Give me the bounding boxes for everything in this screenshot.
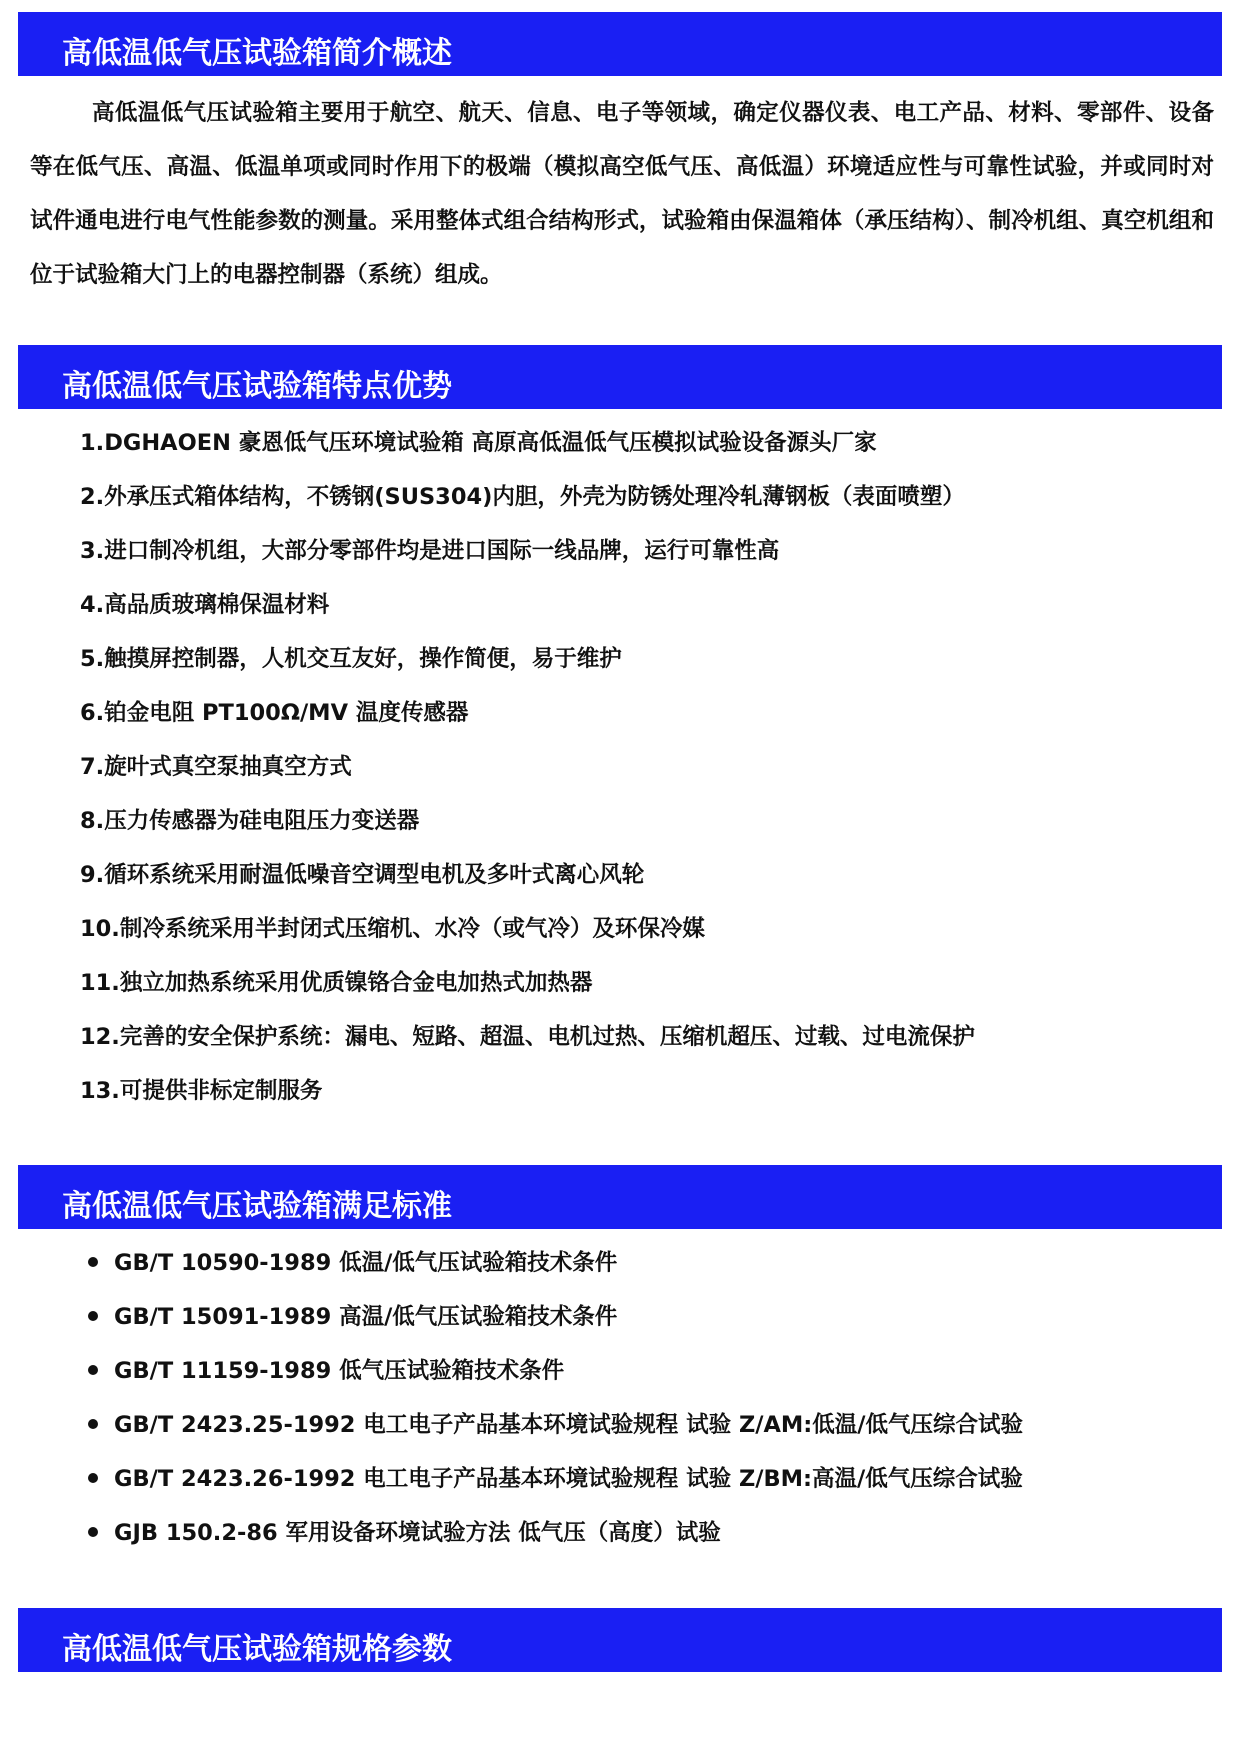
feature-item: 1.DGHAOEN 豪恩低气压环境试验箱 高原高低温低气压模拟试验设备源头厂家 <box>80 430 877 456</box>
standard-text: GB/T 15091-1989 高温/低气压试验箱技术条件 <box>114 1304 618 1330</box>
standard-text: GB/T 2423.26-1992 电工电子产品基本环境试验规程 试验 Z/BM:高温/低气压综合试验 <box>114 1466 1023 1492</box>
standard-item <box>88 1290 1023 1344</box>
standard-text: GB/T 11159-1989 低气压试验箱技术条件 <box>114 1358 565 1384</box>
feature-item: 8.压力传感器为硅电阻压力变送器 <box>80 808 420 834</box>
section-header-specs <box>18 1608 1222 1672</box>
feature-item: 12.完善的安全保护系统：漏电、短路、超温、电机过热、压缩机超压、过载、过电流保护 <box>80 1024 975 1050</box>
section-header-intro <box>18 12 1222 76</box>
bullet-icon <box>88 1365 98 1375</box>
section-title-intro: 高低温低气压试验箱简介概述 <box>62 36 452 71</box>
bullet-icon <box>88 1311 98 1321</box>
standards-list <box>88 1236 1023 1560</box>
section-title-specs: 高低温低气压试验箱规格参数 <box>62 1632 452 1667</box>
standard-text: GB/T 10590-1989 低温/低气压试验箱技术条件 <box>114 1250 618 1276</box>
standard-text: GB/T 2423.25-1992 电工电子产品基本环境试验规程 试验 Z/AM:低温/低气压综合试验 <box>114 1412 1024 1438</box>
section-header-standards <box>18 1165 1222 1229</box>
section-title-standards: 高低温低气压试验箱满足标准 <box>62 1189 452 1224</box>
feature-item: 3.进口制冷机组，大部分零部件均是进口国际一线品牌，运行可靠性高 <box>80 538 780 564</box>
bullet-icon <box>88 1527 98 1537</box>
bullet-icon <box>88 1419 98 1429</box>
feature-item: 13.可提供非标定制服务 <box>80 1078 323 1104</box>
standard-text: GJB 150.2-86 军用设备环境试验方法 低气压（高度）试验 <box>114 1520 721 1546</box>
section-title-features: 高低温低气压试验箱特点优势 <box>62 369 452 404</box>
section-header-features <box>18 345 1222 409</box>
feature-item: 5.触摸屏控制器，人机交互友好，操作简便，易于维护 <box>80 646 622 672</box>
standard-item <box>88 1236 1023 1290</box>
feature-item: 6.铂金电阻 PT100Ω/MV 温度传感器 <box>80 700 469 726</box>
feature-item: 9.循环系统采用耐温低噪音空调型电机及多叶式离心风轮 <box>80 862 645 888</box>
standard-item <box>88 1506 1023 1560</box>
standard-item <box>88 1344 1023 1398</box>
bullet-icon <box>88 1257 98 1267</box>
standard-item <box>88 1452 1023 1506</box>
feature-item: 2.外承压式箱体结构，不锈钢(SUS304)内胆，外壳为防锈处理冷轧薄钢板（表面喷塑） <box>80 484 965 510</box>
standard-item <box>88 1398 1023 1452</box>
intro-paragraph: 高低温低气压试验箱主要用于航空、航天、信息、电子等领域，确定仪器仪表、电工产品、材料、零部件、设备等在低气压、高温、低温单项或同时作用下的极端（模拟高空低气压、高低温）环境适应性与可靠性试验，并或同时对试件通电进行电气性能参数的测量。采用整体式组合结构形式，试验箱由保温箱体（承压结构）、制冷机组、真空机组和位于试验箱大门上的电器控制器（系统）组成。 <box>30 100 1214 288</box>
feature-item: 4.高品质玻璃棉保温材料 <box>80 592 330 618</box>
feature-list <box>80 416 975 1118</box>
bullet-icon <box>88 1473 98 1483</box>
feature-item: 11.独立加热系统采用优质镍铬合金电加热式加热器 <box>80 970 593 996</box>
feature-item: 7.旋叶式真空泵抽真空方式 <box>80 754 352 780</box>
feature-item: 10.制冷系统采用半封闭式压缩机、水冷（或气冷）及环保冷媒 <box>80 916 705 942</box>
